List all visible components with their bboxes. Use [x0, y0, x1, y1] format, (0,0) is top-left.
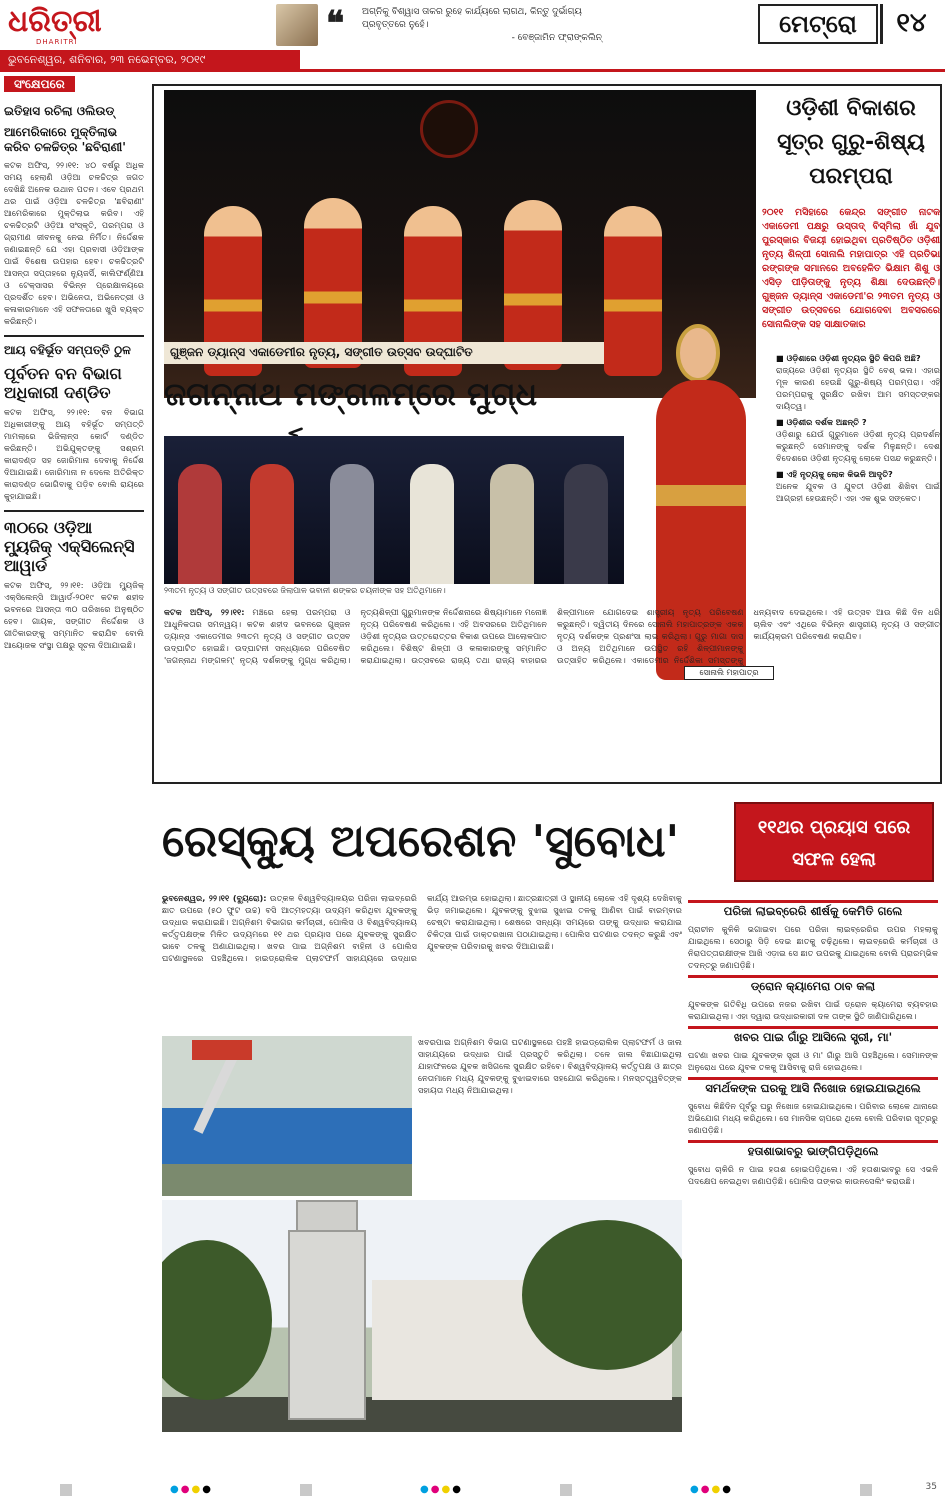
- rescue-highlight-box: ୧୧ଥର ପ୍ରୟାସ ପରେ ସଫଳ ହେଲା: [734, 802, 934, 882]
- qa-question: ■ ଏହି ନୃତ୍ୟକୁ ଲୋକ କିଭଳି ଆଦୃତି?: [776, 469, 893, 479]
- color-registration-marks: ●●●●: [170, 1484, 213, 1495]
- page-number: ୧୪: [880, 4, 940, 44]
- story1-body: କଟକ ଅଫିସ୍, ୨୨।୧୧: ୪୦ ବର୍ଷରୁ ଅଧିକ ସମୟ ହେଲାଣି ଓଡ଼ିଆ ଚଳଚ୍ଚିତ୍ର ଜଗତ ଦେଖିଛି ଅନେକ ଉଥାନ ପତନ। ଏବେ ପ୍ରଥମ ଥର ପାଇଁ ଓଡ଼ିଆ ଚଳଚ୍ଚିତ୍ର 'ଛବିରାଣୀ' ଆମେରିକାରେ ମୁକ୍ତିଲାଭ କରିବ। ଏହି ଚଳଚ୍ଚିତ୍ରଟି ଓଡ଼ିଆ ସଂସ୍କୃତି, ପରମ୍ପରା ଓ ଗ୍ରାମୀଣ ଜୀବନକୁ ନେଇ ନିର୍ମିତ। ନିର୍ଦ୍ଦେଶକ ଜଣାଇଛନ୍ତି ଯେ ଏହା ପ୍ରବାସୀ ଓଡ଼ିଆଙ୍କ ପାଇଁ ବିଶେଷ ଉପହାର ହେବ। ଚଳଚ୍ଚିତ୍ରଟି ଆସନ୍ତା ସପ୍ତାହରେ ନ୍ୟୁଜର୍ସି, କାଲିଫର୍ଣ୍ଣିଆ ଓ ଟେକ୍ସାସର ବିଭିନ୍ନ ପ୍ରେକ୍ଷାଳୟରେ ପ୍ରଦର୍ଶିତ ହେବ। ଅଭିନେତା, ଅଭିନେତ୍ରୀ ଓ କଳାକାରମାନେ ଏହି ସଫଳତାରେ ଖୁସି ବ୍ୟକ୍ତ କରିଛନ୍ତି।: [4, 160, 144, 326]
- guest-figure: [330, 464, 374, 584]
- crane-arm: [193, 1048, 240, 1134]
- qa-question: ■ ଓଡ଼ିଶୀର ଦର୍ଶକ ଅଛନ୍ତି ?: [776, 417, 867, 427]
- guests-photo: [164, 436, 624, 584]
- sidebar-headline: ସମର୍ଥକଙ୍କ ଘରକୁ ଆସି ନିଖୋଜ ହୋଇଯାଇଥିଲେ: [688, 1077, 938, 1096]
- story3-body: କଟକ ଅଫିସ୍, ୨୨।୧୧: ଓଡ଼ିଆ ମ୍ୟୁଜିକ୍ ଏକ୍ସିଲେନ୍ସି ଆୱାର୍ଡ-୨୦୧୯ କଟକ ଶହୀଦ ଭବନରେ ଆସନ୍ତା ୩୦ ତାରିଖରେ ଅନୁଷ୍ଠିତ ହେବ। ଗାୟକ, ସଙ୍ଗୀତ ନିର୍ଦ୍ଦେଶକ ଓ ଗୀତିକାରଙ୍କୁ ସମ୍ମାନିତ କରାଯିବ ବୋଲି ଆୟୋଜକ ସଂସ୍ଥା ପକ୍ଷରୁ ସୂଚନା ଦିଆଯାଇଛି।: [4, 580, 144, 650]
- sidebar-body: ସୁବୋଧ ଚାକିରି ନ ପାଇ ହତାଶ ହୋଇପଡ଼ିଥିଲେ। ଏହି ହତାଶାଭାବରୁ ସେ ଏଭଳି ପଦକ୍ଷେପ ନେଇଥିବା ଜଣାପଡ଼ିଛି। ପୋଲିସ ତାଙ୍କର କାଉନସେଲିଂ କରାଉଛି।: [688, 1164, 938, 1186]
- story-dateline: କଟକ ଅଫିସ୍, ୨୨।୧୧:: [164, 607, 245, 617]
- rescue-sidebar: [688, 896, 938, 1436]
- story2-kicker: ଆୟ ବହିର୍ଭୂତ ସମ୍ପତ୍ତି ଠୁଳ: [4, 343, 131, 357]
- story-text: ମଞ୍ଚରେ ହେଲା ପରମ୍ପରା ଓ ଆଧୁନିକତାର ସମନ୍ୱୟ। କଟକ ଶହୀଦ ଭବନରେ ଗୁଞ୍ଜନ ଡ୍ୟାନ୍ସ ଏକାଡେମୀର ୨୩ତମ ନୃତ୍ୟ ଓ ସଙ୍ଗୀତ ଉତ୍ସବ ଉଦ୍‌ଘାଟିତ ହୋଇଛି। ଉଦ୍‌ଘାଟନୀ ସନ୍ଧ୍ୟାରେ ପରିବେଷିତ 'ଜଗନ୍ନାଥ ମଙ୍ଗଳମ୍' ନୃତ୍ୟ ଦର୍ଶକଙ୍କୁ ମୁଗ୍ଧ କରିଥିଲା। ନୃତ୍ୟଶିଳ୍ପୀ ଗୁରୁମାନଙ୍କ ନିର୍ଦ୍ଦେଶନାରେ ଶିଷ୍ୟାମାନେ ମନୋଜ୍ଞ ନୃତ୍ୟ ପରିବେଷଣ କରିଥିଲେ। ଏହି ଅବସରରେ ଅତିଥିମାନେ ଓଡ଼ିଶୀ ନୃତ୍ୟର ଉତ୍ତରୋତ୍ତର ବିକାଶ ଉପରେ ଆଲୋକପାତ କରିଥିଲେ। ବିଶିଷ୍ଟ ଶିଳ୍ପୀ ଓ କଳାକାରଙ୍କୁ ସମ୍ମାନିତ କରାଯାଇଥିଲା। ଉତ୍ସବରେ ରାଜ୍ୟ ତଥା ରାଜ୍ୟ ବାହାରର ଶିଳ୍ପୀମାନେ ଯୋଗଦେଇ ଶାସ୍ତ୍ରୀୟ ନୃତ୍ୟ ପରିବେଷଣ କରୁଛନ୍ତି। ଦ୍ୱିତୀୟ ଦିନରେ ସୋନାଲି ମହାପାତ୍ରଙ୍କ ଏକକ ନୃତ୍ୟ ଦର୍ଶକଙ୍କ ପ୍ରଶଂସା ଲାଭ କରିଥିଲା। ଗୁରୁ ମାଗା ଦାସ ଓ ଅନ୍ୟ ଅତିଥିମାନେ ଉପସ୍ଥିତ ରହି ଶିଳ୍ପୀମାନଙ୍କୁ ଉତ୍ସାହିତ କରିଥିଲେ। ଏକାଡେମୀର ନିର୍ଦ୍ଦେଶିକା ସମସ୍ତଙ୍କୁ ଧନ୍ୟବାଦ ଦେଇଥିଲେ। ଏହି ଉତ୍ସବ ଆଉ କିଛି ଦିନ ଧରି ଚାଲିବ ଏବଂ ଏଥିରେ ବିଭିନ୍ନ ଶାସ୍ତ୍ରୀୟ ନୃତ୍ୟ ଓ ସଙ୍ଗୀତ କାର୍ଯ୍ୟକ୍ରମ ପରିବେଷଣ କରାଯିବ।: [164, 607, 940, 665]
- logo-text: ଧରିତ୍ରୀ: [8, 4, 102, 39]
- quote-text: ଅଗ୍ନିକୁ ବିଶ୍ୱାସ ତାକର ରୁହେ କାର୍ଯ୍ୟରେ ଲାଗଥ, କିନ୍ତୁ ଦୁର୍ଭାଗ୍ୟ ପ୍ରବୃତ୍ତରେ ନୁହେଁ।: [362, 7, 582, 30]
- sidebar-headline: ଖବର ପାଇ ଗାଁରୁ ଆସିଲେ ସ୍ତ୍ରୀ, ମା': [688, 1026, 938, 1045]
- guest-figure: [250, 464, 294, 584]
- guest-figure: [490, 464, 534, 584]
- quote-author: - ବେଞ୍ଜାମିନ ଫ୍ରାଙ୍କଲିନ୍: [511, 33, 602, 43]
- crane-platform: [192, 1040, 252, 1060]
- guest-figure: [410, 464, 454, 584]
- library-tower-photo: [162, 1200, 682, 1432]
- story-text: ଉତ୍କଳ ବିଶ୍ୱବିଦ୍ୟାଳୟର ପରିଜା ଲାଇବ୍ରେରି ଛାତ ଉପରେ (୫୦ ଫୁଟ ଉଚ୍ଚ) ବସି ଆତ୍ମହତ୍ୟା ଉଦ୍ୟମ କରିଥିବା ଯୁବକଙ୍କୁ ଉଦ୍ଧାର କରାଯାଇଛି। ଅଗ୍ନିଶମ ବିଭାଗର କର୍ମଚାରୀ, ପୋଲିସ ଓ ବିଶ୍ୱବିଦ୍ୟାଳୟ କର୍ତ୍ତୃପକ୍ଷଙ୍କ ମିଳିତ ଉଦ୍ୟମରେ ୧୧ ଥର ପ୍ରୟାସ ପରେ ଯୁବକଙ୍କୁ ସୁରକ୍ଷିତ ଭାବେ ତଳକୁ ଅଣାଯାଇଥିଲା। ଖବର ପାଇ ଅଗ୍ନିଶମ ବାହିନୀ ଓ ପୋଲିସ ଘଟଣାସ୍ଥଳରେ ପହଞ୍ଚିଥିଲେ। ହାଇଡ୍ରୋଲିକ ପ୍ଲାଟଫର୍ମ ସାହାଯ୍ୟରେ ଉଦ୍ଧାର କାର୍ଯ୍ୟ ଆରମ୍ଭ ହୋଇଥିଲା। ଛାତ୍ରଛାତ୍ରୀ ଓ ସ୍ଥାନୀୟ ଲୋକେ ଏହି ଦୃଶ୍ୟ ଦେଖିବାକୁ ଭିଡ଼ ଜମାଇଥିଲେ। ଯୁବକଙ୍କୁ ବୁଝାଇ ସୁଝାଇ ତଳକୁ ଆଣିବା ପାଇଁ ବାରମ୍ବାର ଚେଷ୍ଟା କରାଯାଇଥିଲା। ଶେଷରେ ସନ୍ଧ୍ୟା ସମୟରେ ତାଙ୍କୁ ଉଦ୍ଧାର କରାଯାଇ ଚିକିତ୍ସା ପାଇଁ ଡାକ୍ତରଖାନା ପଠାଯାଇଥିଲା। ପୋଲିସ ଘଟଣାର ତଦନ୍ତ କରୁଛି ଏବଂ ଯୁବକଙ୍କ ପରିବାରକୁ ଖବର ଦିଆଯାଇଛି।: [162, 893, 682, 963]
- dateline: ଭୁବନେଶ୍ୱର, ଶନିବାର, ୨୩ ନଭେମ୍ବର, ୨୦୧୯: [0, 50, 300, 70]
- print-footer: [0, 1480, 945, 1499]
- color-registration-marks: ●●●●: [420, 1484, 463, 1495]
- registration-block: [860, 1484, 872, 1496]
- quote: [362, 6, 602, 45]
- divider: [4, 510, 144, 512]
- qa-answer: ଅନେକ ଯୁବକ ଓ ଯୁବତୀ ଓଡ଼ିଶୀ ଶିଖିବା ପାଇଁ ଆଗ୍ରହୀ ହେଉଛନ୍ତି। ଏହା ଏକ ଶୁଭ ସଙ୍କେତ।: [776, 481, 940, 503]
- story3-headline: ୩୦ରେ ଓଡ଼ିଆ ମ୍ୟୁଜିକ୍ ଏକ୍ସିଲେନ୍ସି ଆୱାର୍ଡ: [4, 518, 135, 575]
- briefs-tag: ସଂକ୍ଷେପରେ: [4, 76, 75, 92]
- color-registration-marks: ●●●●: [690, 1484, 733, 1495]
- dancer-head: [676, 324, 720, 382]
- story2-headline: ପୂର୍ବତନ ବନ ବିଭାଗ ଅଧିକାରୀ ଦଣ୍ଡିତ: [4, 364, 122, 402]
- masthead: [0, 0, 945, 72]
- story2-body: କଟକ ଅଫିସ୍, ୨୨।୧୧: ବନ ବିଭାଗ ଅଧିକାରୀଙ୍କୁ ଆୟ ବହିର୍ଭୂତ ସମ୍ପତ୍ତି ମାମଲାରେ ଭିଜିଲାନ୍ସ କୋର୍ଟ ଦଣ୍ଡିତ କରିଛନ୍ତି। ଅଭିଯୁକ୍ତଙ୍କୁ ସଶ୍ରମ କାରାଦଣ୍ଡ ସହ ଜୋରିମାନା ଦେବାକୁ ନିର୍ଦ୍ଦେଶ ଦିଆଯାଇଛି। ଜୋରିମାନା ନ ଦେଲେ ଅତିରିକ୍ତ କାରାଦଣ୍ଡ ଭୋଗିବାକୁ ପଡ଼ିବ ବୋଲି ରାୟରେ କୁହାଯାଇଛି।: [4, 407, 144, 501]
- story-dateline: ଭୁବନେଶ୍ୱର, ୨୨।୧୧ (ବ୍ୟୁରୋ):: [162, 893, 267, 903]
- guests-photo-caption: ୨୩ତମ ନୃତ୍ୟ ଓ ସଙ୍ଗୀତ ଉତ୍ସବରେ ଜିଲାପାଳ ଭବାନୀ ଶଙ୍କର ଚୟନୀଙ୍କ ସହ ଅତିଥିମାନେ।: [164, 586, 446, 595]
- story1-kicker: ଇତିହାସ ରଚିଲା ଓଲିଉଡ୍: [4, 104, 115, 118]
- rescue-photo: [162, 1036, 412, 1196]
- registration-block: [300, 1484, 312, 1496]
- sidebar-headline: ପରିଜା ଲାଇବ୍ରେରି ଶୀର୍ଷକୁ କେମିତି ଗଲେ: [688, 900, 938, 919]
- interview-qa: [776, 348, 940, 504]
- guest-figure: [564, 464, 608, 584]
- rescue-photo-side-text: ଖବରପାଇ ଅଗ୍ନିଶମ ବିଭାଗ ଘଟଣାସ୍ଥଳରେ ପହଞ୍ଚି ହାଇଡ୍ରୋଲିକ ପ୍ଲାଟଫର୍ମ ଓ ଜାଲ ସାହାଯ୍ୟରେ ଉଦ୍ଧାର ପାଇଁ ପ୍ରସ୍ତୁତି କରିଥିଲା। ତଳେ ଜାଲ ବିଛାଯାଇଥିଲା ଯାହାଫଳରେ ଯୁବକ ଖସିଗଲେ ସୁରକ୍ଷିତ ରହିବେ। ବିଶ୍ୱବିଦ୍ୟାଳୟ କର୍ତ୍ତୃପକ୍ଷ ଓ ଛାତ୍ର ନେତାମାନେ ମଧ୍ୟ ଯୁବକଙ୍କୁ ବୁଝାଇବାରେ ସହଯୋଗ କରିଥିଲେ। ମନସ୍ତତ୍ତ୍ୱବିତ୍‌ଙ୍କ ସହାୟତା ମଧ୍ୟ ନିଆଯାଇଥିଲା।: [418, 1037, 682, 1095]
- guest-figure: [178, 464, 222, 584]
- section-name: ମେଟ୍ରୋ: [758, 4, 878, 44]
- rescue-body: [162, 892, 682, 1034]
- sidebar-body: ସୁବୋଧ କିଛିଦିନ ପୂର୍ବରୁ ଘରୁ ନିଖୋଜ ହୋଇଯାଇଥିଲେ। ପରିବାର ଲୋକେ ଥାନାରେ ଅଭିଯୋଗ ମଧ୍ୟ କରିଥିଲେ। ସେ ମାନସିକ ଚାପରେ ଥିଲେ ବୋଲି ପରିବାର ସୂତ୍ରରୁ ଜଣାପଡ଼ିଛି।: [688, 1101, 938, 1135]
- interview-intro: ୨୦୧୧ ମସିହାରେ କେନ୍ଦ୍ର ସଙ୍ଗୀତ ନାଟକ ଏକାଡେମୀ ପକ୍ଷରୁ ଉସ୍ତାଦ୍ ବିସ୍ମିଲା ଖାଁ ଯୁବ ପୁରସ୍କାର ବିଜୟୀ ହୋଇଥିବା ପ୍ରତିଷ୍ଠିତ ଓଡ଼ିଶୀ ନୃତ୍ୟ ଶିଳ୍ପୀ ସୋନାଲି ମହାପାତ୍ର ଏହି ପ୍ରତିଭା ରଙ୍ଗଙ୍କ ସମାନରେ ଅବହେଳିତ ଭିକ୍ଷାମ ଶିଶୁ ଓ ଏସିଡ଼ ପୀଡ଼ିତାଙ୍କୁ ନୃତ୍ୟ ଶିକ୍ଷା ଦେଉଛନ୍ତି। ଗୁଞ୍ଜନ ଡ୍ୟାନ୍ସ ଏକାଡେମୀ'ର ୨୩ତମ ନୃତ୍ୟ ଓ ସଙ୍ଗୀତ ଉତ୍ସବରେ ଯୋଗଦେବା ଅବସରରେ ସୋନାଲିଙ୍କ ସହ ସାକ୍ଷାତକାର: [762, 207, 940, 330]
- rescue-story: [152, 796, 942, 1436]
- sidebar-body: ଘଟଣା ଖବର ପାଇ ଯୁବକଙ୍କ ସ୍ତ୍ରୀ ଓ ମା' ଗାଁରୁ ଆସି ପହଞ୍ଚିଥିଲେ। ସେମାନଙ୍କ ଅନୁରୋଧ ପରେ ଯୁବକ ତଳକୁ ଆସିବାକୁ ରାଜି ହୋଇଥିଲେ।: [688, 1050, 938, 1072]
- print-page-number: 35: [925, 1482, 937, 1492]
- sidebar-headline: ଡ୍ରୋନ କ୍ୟାମେରା ଠାବ କଲା: [688, 975, 938, 994]
- newspaper-logo: [8, 4, 128, 48]
- top-story-body: [164, 606, 940, 782]
- qa-answer: ରାଜ୍ୟରେ ଓଡ଼ିଶୀ ନୃତ୍ୟର ସ୍ଥିତି ବେଶ୍ ଭଲ। ଏହାର ମୂଳ କାରଣ ହେଉଛି ଗୁରୁ-ଶିଷ୍ୟ ପରମ୍ପରା। ଏହି ପରମ୍ପରାକୁ ସୁରକ୍ଷିତ ରଖିବା ଆମ ସମସ୍ତଙ୍କର ଦାୟିତ୍ୱ।: [776, 365, 940, 411]
- sidebar-body: ଯୁବକଙ୍କ ଗତିବିଧି ଉପରେ ନଜର ରଖିବା ପାଇଁ ଡ୍ରୋନ କ୍ୟାମେରା ବ୍ୟବହାର କରାଯାଇଥିଲା। ଏହା ଦ୍ୱାରା ଉଦ୍ଧାରକାରୀ ଦଳ ତାଙ୍କ ସ୍ଥିତି ଜାଣିପାରିଥିଲେ।: [688, 999, 938, 1021]
- interview-headline: ଓଡ଼ିଶୀ ବିକାଶର ସୂତ୍ର ଗୁରୁ-ଶିଷ୍ୟ ପରମ୍ପରା: [777, 96, 925, 189]
- quote-author-portrait: [276, 4, 318, 46]
- sidebar-body: ପ୍ରାଚୀନ କୁଳିକି ଭଗାଇବା ପରେ ପରିଜା ଲାଇବ୍ରେରିର ଉପର ମହଲାକୁ ଯାଇଥିଲେ। ସେଠାରୁ ସିଡ଼ି ଦେଇ ଛାତକୁ ଚଢ଼ିଥିଲେ। ଲାଇବ୍ରେରି କର୍ମଚାରୀ ଓ ନିରାପତ୍ତାରକ୍ଷୀଙ୍କ ଆଖି ଏଡ଼ାଇ ସେ ଛାତ ଉପରକୁ ଯାଇଥିଲେ ବୋଲି ପ୍ରାରମ୍ଭିକ ତଦନ୍ତରୁ ଜଣାପଡ଼ିଛି।: [688, 924, 938, 970]
- stage-logo-icon: [420, 100, 478, 158]
- left-column: [4, 76, 144, 1436]
- quote-icon: ❝: [326, 4, 345, 44]
- logo-subtitle: DHARITRI: [36, 38, 78, 46]
- top-story-headline: ଜଗନ୍ନାଥ ମଙ୍ଗଳମ୍‌ରେ ମୁଗ୍ଧ: [164, 375, 538, 413]
- clock-tower: [288, 1230, 366, 1420]
- sidebar-headline: ହତାଶାଭାବରୁ ଭାଙ୍ଗିପଡ଼ିଥିଲେ: [688, 1140, 938, 1159]
- tree: [162, 1240, 272, 1400]
- tree: [522, 1220, 682, 1370]
- top-story-kicker: ଗୁଞ୍ଜନ ଡ୍ୟାନ୍ସ ଏକାଡେମୀର ନୃତ୍ୟ, ସଙ୍ଗୀତ ଉତ୍ସବ ଉଦ୍‌ଘାଟିତ: [164, 342, 604, 364]
- tower-top: [296, 1200, 358, 1234]
- qa-answer: ଓଡ଼ିଶାରୁ ଯେଉଁ ଗୁରୁମାନେ ଓଡ଼ିଶୀ ନୃତ୍ୟ ପ୍ରଦର୍ଶନ କରୁଛନ୍ତି ସେମାନଙ୍କୁ ଦର୍ଶକ ମିଳୁଛନ୍ତି। ଦେଶ ବିଦେଶରେ ଓଡ଼ିଶୀ ନୃତ୍ୟକୁ ଲୋକେ ପସନ୍ଦ କରୁଛନ୍ତି।: [776, 429, 940, 463]
- solo-photo-caption: ସୋନାଲି ମହାପାତ୍ର: [684, 666, 774, 680]
- divider: [4, 335, 144, 337]
- qa-question: ■ ଓଡ଼ିଶାରେ ଓଡ଼ିଶୀ ନୃତ୍ୟର ସ୍ଥିତି କିପରି ଅଛି?: [776, 353, 921, 363]
- story1-headline: ଆମେରିକାରେ ମୁକ୍ତିଲାଭ କରିବ ଚଳଚ୍ଚିତ୍ର 'ଛବିରାଣୀ': [4, 125, 126, 154]
- rescue-headline: ରେସ୍କ୍ୟୁ ଅପରେଶନ 'ସୁବୋଧ': [162, 816, 680, 867]
- top-story: [152, 84, 942, 784]
- registration-block: [560, 1484, 572, 1496]
- registration-block: [60, 1484, 72, 1496]
